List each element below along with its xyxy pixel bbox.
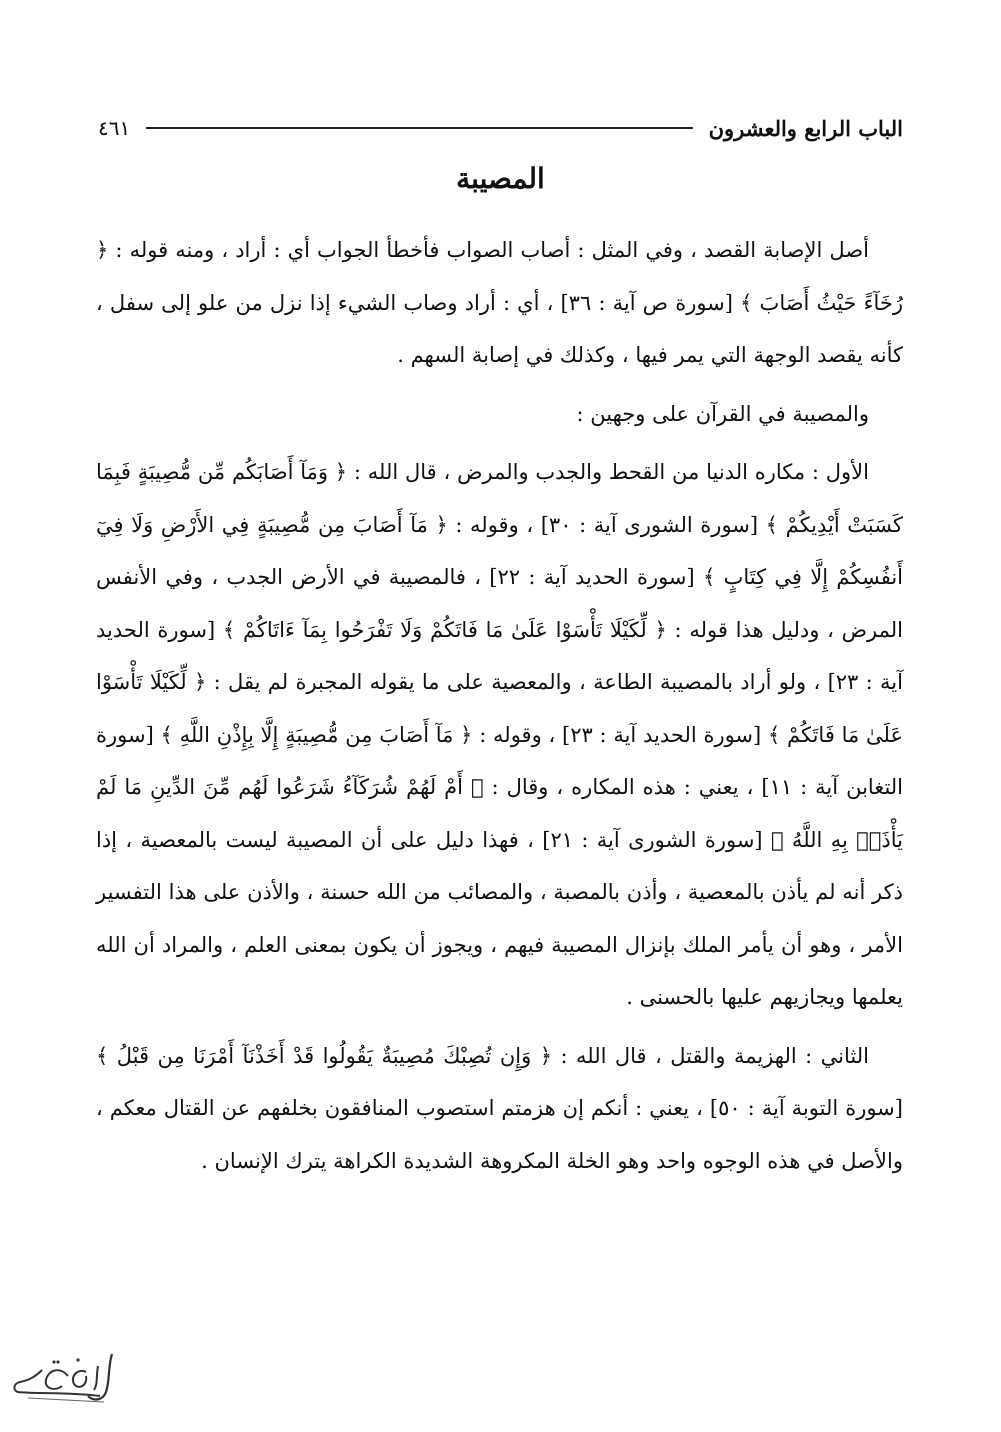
body-text [96,224,903,1193]
publisher-logo [8,1346,120,1412]
header-rule [146,127,692,129]
page-number: ٤٦١ [98,116,131,140]
paragraph-first-sense: الأول : مكاره الدنيا من القحط والجدب والمرض ، قال الله : ﴿ وَمَآ أَصَابَكُم مِّن مُّصِيبَةٍ فَبِمَا كَسَبَتْ أَيْدِيكُمْ ﴾ [سورة الشورى آية : ٣٠] ، وقوله : ﴿ مَآ أَصَابَ مِن مُّصِيبَةٍ فِي الأَرْضِ وَلَا فِيٓ أَنفُسِكُمْ إِلَّا فِي كِتَابٍ ﴾ [سورة الحديد آية : ٢٢] ، فالمصيبة في الأرض الجدب ، وفي الأنفس المرض ، ودليل هذا قوله : ﴿ لِّكَيْلَا تَأْسَوْا عَلَىٰ مَا فَاتَكُمْ وَلَا تَفْرَحُوا بِمَآ ءَاتَاكُمْ ﴾ [سورة الحديد آية : ٢٣] ، ولو أراد بالمصيبة الطاعة ، والمعصية على ما يقوله المجبرة لم يقل : ﴿ لِّكَيْلَا تَأْسَوْا عَلَىٰ مَا فَاتَكُمْ ﴾ [سورة الحديد آية : ٢٣] ، وقوله : ﴿ مَآ أَصَابَ مِن مُّصِيبَةٍ إِلَّا بِإِذْنِ اللَّهِ ﴾ [سورة التغابن آية : ١١] ، يعني : هذه المكاره ، وقال : ﴿ أَمْ لَهُمْ شُرَكَآءُ شَرَعُوا لَهُم مِّنَ الدِّينِ مَا لَمْ يَأْذَنۢ بِهِ اللَّهُ ﴾ [سورة الشورى آية : ٢١] ، فهذا دليل على أن المصيبة ليست بالمعصية ، إذا ذكر أنه لم يأذن بالمعصية ، وأذن بالمصبة ، والمصائب من الله حسنة ، والأذن على هذا التفسير الأمر ، وهو أن يأمر الملك بإنزال المصيبة فيهم ، ويجوز أن يكون بمعنى العلم ، والمراد أن الله يعلمها ويجازيهم عليها بالحسنى . [96,460,904,1009]
paragraph-two-senses: والمصيبة في القرآن على وجهين : [576,401,869,426]
running-title: الباب الرابع والعشرون [708,115,903,141]
running-header [98,108,903,148]
paragraph-second-sense: الثاني : الهزيمة والقتل ، قال الله : ﴿ وَإِن تُصِبْكَ مُصِيبَةٌ يَقُولُوا قَدْ أَخَذْنَآ أَمْرَنَا مِن قَبْلُ ﴾ [سورة التوبة آية : ٥٠] ، يعني : أنكم إن هزمتم استصوب المنافقون بخلفهم عن القتال معكم ، والأصل في هذه الوجوه واحد وهو الخلة المكروهة الشديدة الكراهة يترك الإنسان . [96,1043,903,1173]
article-title: المصيبة [456,162,545,195]
paragraph-definition: أصل الإصابة القصد ، وفي المثل : أصاب الصواب فأخطأ الجواب أي : أراد ، ومنه قوله : ﴿ رُخَآءً حَيْثُ أَصَابَ ﴾ [سورة ص آية : ٣٦] ، أي : أراد وصاب الشيء إذا نزل من علو إلى سفل ، كأنه يقصد الوجهة التي يمر فيها ، وكذلك في إصابة السهم . [96,238,903,367]
